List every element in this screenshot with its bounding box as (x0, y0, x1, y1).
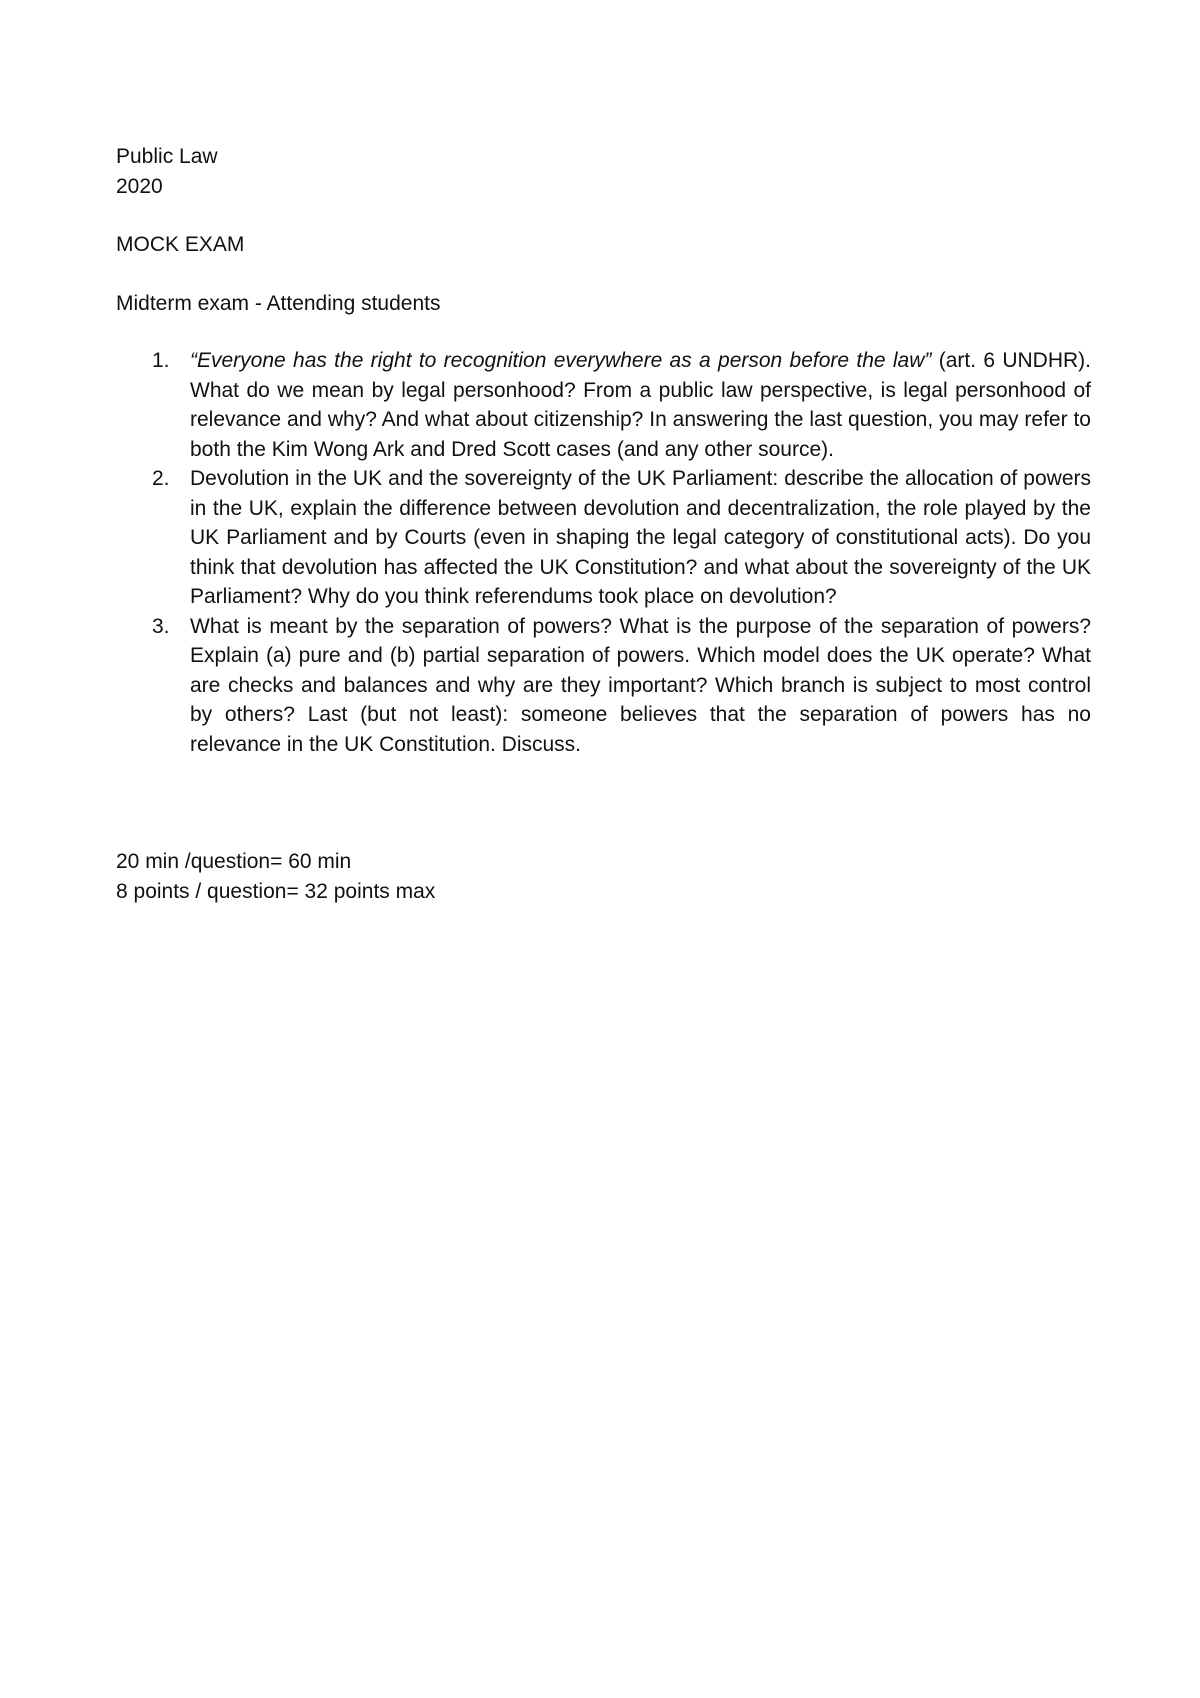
question-item (116, 612, 1091, 760)
question-quote: “Everyone has the right to recognition everywhere as a person before the law” (190, 349, 932, 372)
spacer (116, 201, 1091, 230)
question-number: 1. (152, 349, 170, 372)
question-number: 2. (152, 467, 170, 490)
question-item (116, 464, 1091, 612)
question-body: What is meant by the separation of powers? What is the purpose of the separation of powers? Explain (a) pure and (b) partial separation of powers. Which model does the UK operate? What are checks and balances and why are they important? Which branch is subject to most control by others? Last (but not least): someone believes that the separation of powers has no relevance in the UK Constitution. Discuss. (190, 614, 1091, 756)
exam-type: MOCK EXAM (116, 233, 245, 256)
question-body: (art. 6 UNDHR). What do we mean by legal personhood? From a public law perspective, is legal personhood of relevance and why? And what about citizenship? In answering the last question, you may refer to both the Kim Wong Ark and Dred Scott cases (and any other source). (190, 349, 1091, 461)
exam-subtitle: Midterm exam - Attending students (116, 291, 441, 315)
time-rule: 20 min /question= 60 min (116, 850, 352, 873)
question-text (190, 346, 1091, 464)
question-list (116, 346, 1091, 759)
points-rule: 8 points / question= 32 points max (116, 879, 436, 903)
exam-rules (116, 847, 1091, 906)
course-year: 2020 (116, 174, 163, 198)
spacer (116, 260, 1091, 289)
document-body (116, 142, 1091, 906)
course-title: Public Law (116, 145, 218, 168)
question-number: 3. (152, 614, 170, 638)
question-body: Devolution in the UK and the sovereignty of the UK Parliament: describe the allocation of powers in the UK, explain the difference between devolution and decentralization, the role played by the UK Parliament and by Courts (even in shaping the legal category of constitutional acts). Do you think that devolution has affected the UK Constitution? and what about the sovereignty of the UK Parliament? Why do you think referendums took place on devolution? (190, 467, 1091, 608)
question-item (116, 346, 1091, 464)
